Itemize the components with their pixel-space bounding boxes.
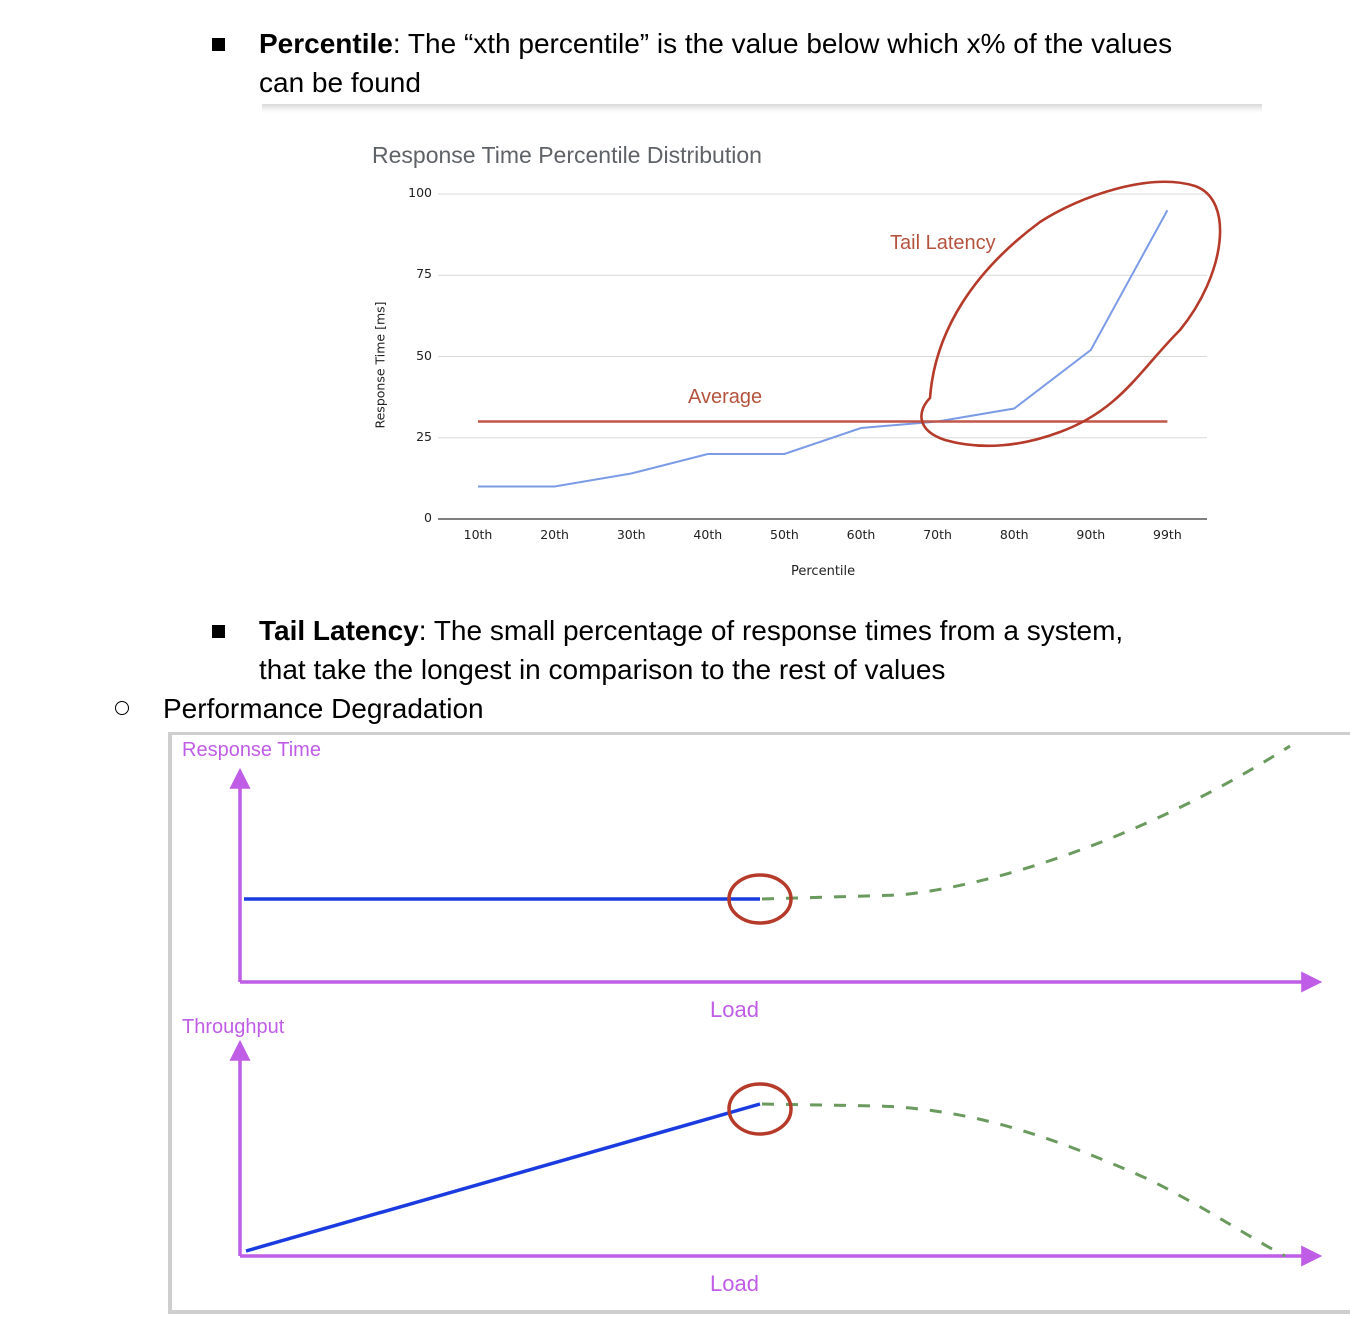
x-tick-label: 70th xyxy=(923,527,952,542)
y-tick-label: 0 xyxy=(424,510,432,525)
percentile-term: Percentile xyxy=(259,28,393,59)
throughput-dashed-line xyxy=(762,1104,1285,1256)
x-tick-label: 60th xyxy=(846,527,876,542)
tail-latency-annotation: Tail Latency xyxy=(890,232,996,254)
x-tick-label: 30th xyxy=(616,527,646,542)
percentile-text-cont: can be found xyxy=(259,67,421,98)
x-tick-label: 90th xyxy=(1076,527,1106,542)
tail-latency-text-cont: that take the longest in comparison to the rest of values xyxy=(259,654,946,685)
tail-latency-term: Tail Latency xyxy=(259,615,419,646)
y-tick-label: 50 xyxy=(416,347,432,363)
y-tick-label: 100 xyxy=(408,185,432,200)
tail-latency-text: : The small percentage of response times from a system, xyxy=(418,615,1124,646)
load-axis-label-bottom: Load xyxy=(710,1271,759,1296)
y-axis-title: Response Time [ms] xyxy=(372,301,388,429)
y-tick-label: 25 xyxy=(416,428,432,444)
x-tick-label: 40th xyxy=(693,527,723,542)
response-time-dashed-line xyxy=(762,746,1290,899)
y-tick-label: 75 xyxy=(416,266,432,282)
x-tick-label: 50th xyxy=(770,527,799,542)
response-time-axis-label: Response Time xyxy=(182,739,321,761)
performance-degradation-heading: Performance Degradation xyxy=(163,693,484,724)
x-tick-label: 99th xyxy=(1153,527,1182,542)
throughput-solid-line xyxy=(246,1104,760,1251)
average-annotation: Average xyxy=(688,386,763,408)
throughput-axis-label: Throughput xyxy=(182,1016,285,1038)
percentile-text: : The “xth percentile” is the value below which x% of the values xyxy=(392,28,1173,59)
x-tick-label: 10th xyxy=(463,527,493,542)
load-axis-label-top: Load xyxy=(710,997,759,1022)
x-tick-label: 80th xyxy=(999,527,1029,542)
x-tick-label: 20th xyxy=(540,527,569,542)
x-axis-title: Percentile xyxy=(791,564,856,579)
chart-title: Response Time Percentile Distribution xyxy=(372,142,762,168)
